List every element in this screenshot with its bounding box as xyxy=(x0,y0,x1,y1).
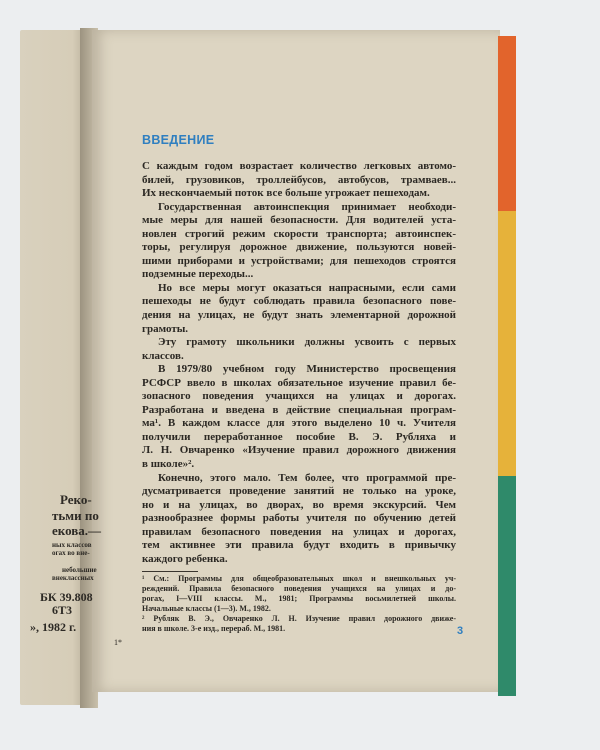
left-page-fragment: огах во вне- xyxy=(52,549,90,557)
text-line: зопасного поведения учащихся на улицах и дорогах. xyxy=(142,390,456,403)
text-line: реждений. Правила безопасного поведения учащихся на улицах и до- xyxy=(142,584,456,593)
left-page-fragment: ных классов xyxy=(52,541,92,549)
text-line: ² Рубляк В. Э., Овчаренко Л. Н. Изучение правил дорожного движе- xyxy=(142,614,456,623)
text-line: разнообразнее формы работы учителя по обучению детей xyxy=(142,512,456,525)
text-line: ма¹. В каждом классе для этого выделено 10 ч. Учителя xyxy=(142,417,456,430)
text-line: рогах, I—VIII классы. М., 1981; Программы восьмилетней школы. xyxy=(142,594,456,603)
text-line: Конечно, этого мало. Тем более, что программой пре- xyxy=(158,471,456,484)
text-line: билей, грузовиков, троллейбусов, автобусов, трамваев... xyxy=(142,173,456,186)
text-line: подземные переходы... xyxy=(142,268,254,281)
text-line: грамоты. xyxy=(142,322,189,335)
text-line: Но все меры могут оказаться напрасными, если сами xyxy=(158,281,456,294)
text-line: дения на улицах, не будут знать элементарной дорожной xyxy=(142,309,456,322)
text-line: Их нескончаемый поток все больше угрожает пешеходам. xyxy=(142,187,430,200)
text-line: правилам безопасного поведения на улицах и дорогах, xyxy=(142,525,456,538)
footnote-rule xyxy=(142,571,198,572)
left-page-fragment: БК 39.808 xyxy=(40,590,93,604)
left-page-fragment: Реко- xyxy=(60,492,92,507)
text-line: Начальные классы (1—3). М., 1982. xyxy=(142,604,271,613)
text-line: ния в школе. 3-е изд., перераб. М., 1981. xyxy=(142,624,286,633)
footnotes xyxy=(142,574,456,634)
text-line: новлен строгий режим скорости транспорта; автоинспек- xyxy=(142,227,456,240)
text-line: мые меры для нашей безопасности. Для водителей уста- xyxy=(142,214,456,227)
left-page-fragment: 6Т3 xyxy=(52,603,73,617)
text-line: торы, регулируя дорожное движение, пользуются новей- xyxy=(142,241,456,254)
text-line: Государственная автоинспекция принимает необходи- xyxy=(158,200,456,213)
text-line: получили переработанное пособие В. Э. Рубляха и xyxy=(142,430,456,443)
text-line: пешеходы не будут соблюдать правила безопасного пове- xyxy=(142,295,456,308)
text-line: классов. xyxy=(142,349,184,362)
text-line: ¹ См.: Программы для общеобразовательных школ и внешкольных уч- xyxy=(142,574,456,583)
text-line: Разработана и введена в действие специальная програм- xyxy=(142,403,456,416)
left-page-fragment: екова.— xyxy=(52,523,102,538)
text-line: В 1979/80 учебном году Министерство просвещения xyxy=(158,363,456,376)
left-page-fragment: внеклассных xyxy=(52,574,94,582)
left-page-fragment: », 1982 г. xyxy=(30,620,77,634)
body-text xyxy=(142,160,456,566)
text-line: каждого ребенка. xyxy=(142,552,228,565)
page-title: ВВЕДЕНИЕ xyxy=(142,133,215,147)
text-line: шими приборами и устройствами; для пешеходов строятся xyxy=(142,254,456,267)
text-line: тем активнее эти правила будут входить в привычку xyxy=(142,539,456,552)
page-number: 3 xyxy=(457,625,464,637)
text-line: дусматривается проведение занятий не только на уроке, xyxy=(142,485,456,498)
text-line: но и на улицах, во дворах, во время экскурсий. Чем xyxy=(142,498,456,511)
text-line: в школе»². xyxy=(142,458,195,471)
text-line: РСФСР ввело в школах обязательное изучение правил бе- xyxy=(142,376,456,389)
cover-edge-stripes xyxy=(498,36,516,696)
left-page-fragment: небольшие xyxy=(62,566,97,574)
text-line: Л. Н. Овчаренко «Изучение правил дорожного движения xyxy=(142,444,456,457)
signature-mark: 1* xyxy=(114,638,122,647)
text-line: С каждым годом возрастает количество легковых автомо- xyxy=(142,160,456,172)
left-page-fragment: тьми по xyxy=(52,508,99,523)
text-line: Эту грамоту школьники должны усвоить с первых xyxy=(158,336,456,349)
